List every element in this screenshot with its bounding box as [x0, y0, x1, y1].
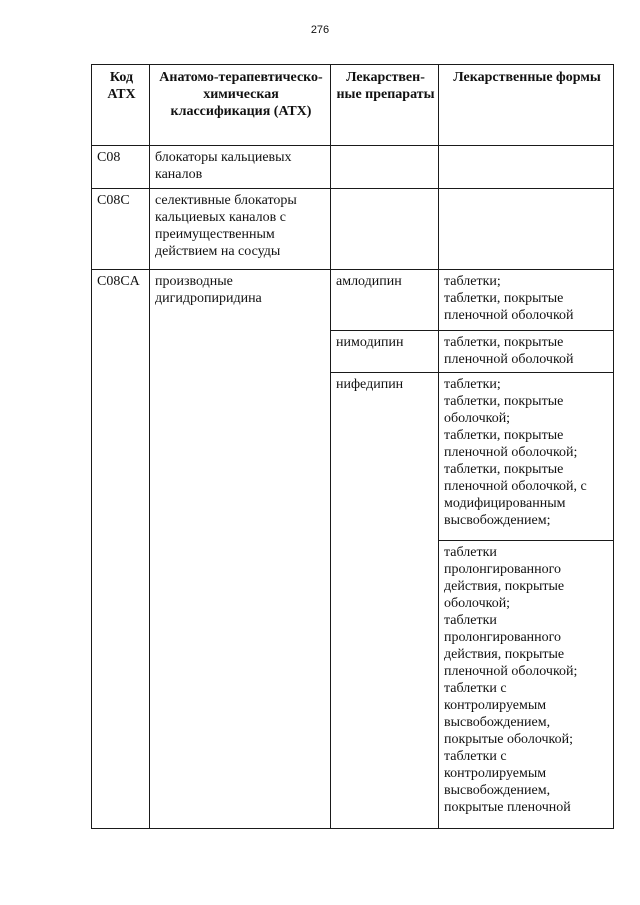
form-line: таблетки;: [444, 274, 501, 289]
form-line: таблетки, покрытые пленочной оболочкой: [444, 335, 574, 367]
classification-cell: селективные блокаторы кальциевых каналов с преимущественным действием на сосуды: [150, 189, 331, 270]
header-code: Код АТХ: [92, 65, 150, 146]
atx-table: [91, 64, 614, 829]
page-number: 276: [310, 24, 330, 36]
drug-cell-nifedipine: нифедипин: [331, 373, 439, 829]
code-cell: C08C: [92, 189, 150, 270]
form-line: таблетки, покрытые пленочной оболочкой, с модифицированным высвобождением;: [444, 462, 587, 528]
form-line: таблетки;: [444, 377, 501, 392]
drug-cell-amlodipine: амлодипин: [331, 270, 439, 331]
table-row: [92, 146, 614, 189]
drug-cell: [331, 146, 439, 189]
table-header-row: [92, 65, 614, 146]
forms-cell-nifedipine: [439, 373, 614, 541]
drug-cell: [331, 189, 439, 270]
code-cell: C08CA: [92, 270, 150, 829]
form-line: таблетки с контролируемым высвобождением, покрытые оболочкой;: [444, 681, 574, 747]
forms-cell-nimodipine: [439, 331, 614, 373]
code-cell: C08: [92, 146, 150, 189]
header-forms: Лекарственные формы: [439, 65, 614, 146]
form-line: таблетки пролонгированного действия, покрытые оболочкой;: [444, 545, 565, 611]
forms-cell: [439, 146, 614, 189]
forms-cell: [439, 189, 614, 270]
table-row: [92, 270, 614, 331]
form-line: таблетки, покрытые пленочной оболочкой;: [444, 428, 578, 460]
form-line: таблетки, покрытые пленочной оболочкой: [444, 291, 574, 323]
form-line: таблетки с контролируемым высвобождением, покрытые пленочной: [444, 749, 571, 815]
form-line: таблетки, покрытые оболочкой;: [444, 394, 564, 426]
header-drugs: Лекарствен-ные препараты: [331, 65, 439, 146]
header-classification: Анатомо-терапевтическо-химическая классификация (АТХ): [150, 65, 331, 146]
classification-cell: блокаторы кальциевых каналов: [150, 146, 331, 189]
forms-cell-amlodipine: [439, 270, 614, 331]
classification-cell: производные дигидропиридина: [150, 270, 331, 829]
table-row: [92, 189, 614, 270]
forms-cell-nifedipine-continued: [439, 541, 614, 829]
form-line: таблетки пролонгированного действия, покрытые пленочной оболочкой;: [444, 613, 578, 679]
drug-cell-nimodipine: нимодипин: [331, 331, 439, 373]
